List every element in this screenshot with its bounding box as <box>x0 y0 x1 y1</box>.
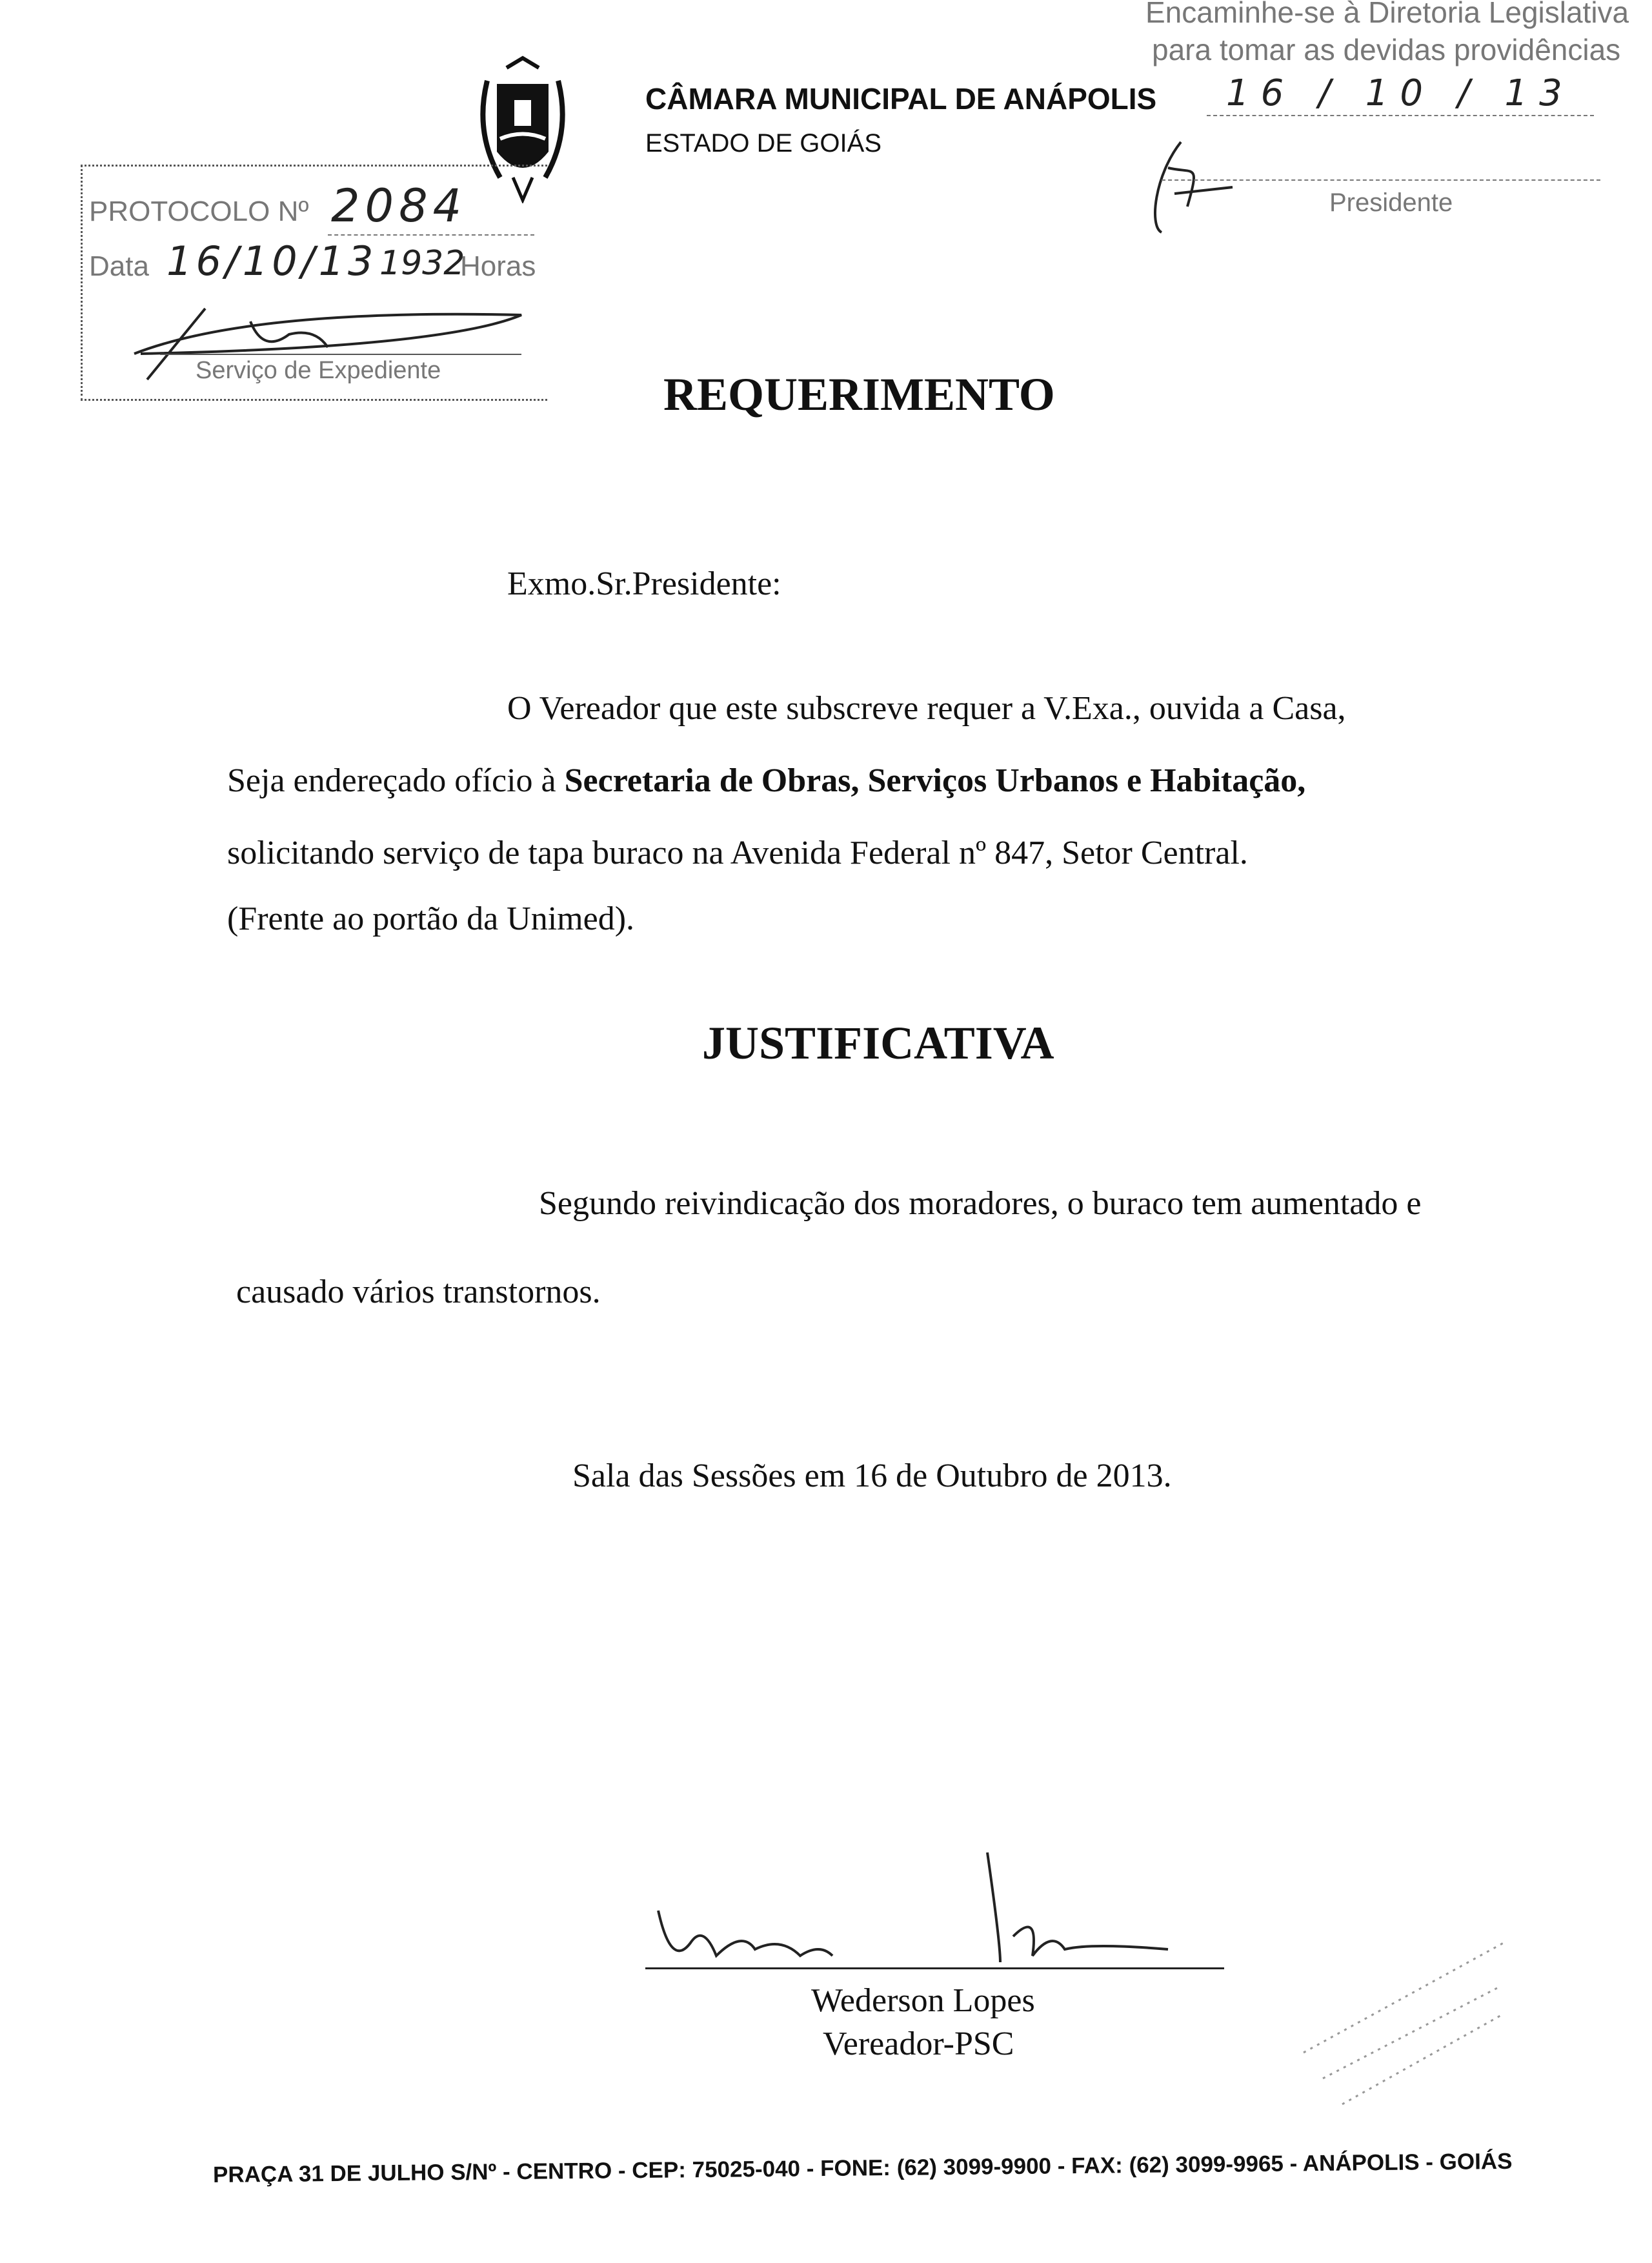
state-name: ESTADO DE GOIÁS <box>645 129 881 157</box>
president-signature-line <box>1162 179 1600 181</box>
protocol-number-line <box>328 234 534 236</box>
justification-line-2: causado vários transtornos. <box>236 1274 601 1310</box>
president-label: Presidente <box>1329 188 1453 217</box>
protocol-number-value: 2084 <box>331 179 467 232</box>
protocol-time-label: Horas <box>460 250 536 282</box>
request-line-2 <box>227 762 1305 800</box>
protocol-time-value: 1932 <box>379 244 465 283</box>
protocol-number-label: PROTOCOLO Nº <box>89 196 309 227</box>
signature-line <box>645 1967 1224 1969</box>
request-line-1: O Vereador que este subscreve requer a V.Exa., ouvida a Casa, <box>507 690 1346 727</box>
justification-title: JUSTIFICATIVA <box>702 1017 1054 1069</box>
dispatch-date-line <box>1207 115 1594 116</box>
receipt-stamp-icon <box>1291 1923 1536 2117</box>
footer-address: PRAÇA 31 DE JULHO S/Nº - CENTRO - CEP: 75025-040 - FONE: (62) 3099-9900 - FAX: (62) 3099-9965 - ANÁPOLIS - GOIÁS <box>212 2148 1513 2187</box>
protocol-stamp <box>81 165 547 401</box>
signatory-name: Wederson Lopes <box>811 1982 1035 2019</box>
justification-line-1: Segundo reivindicação dos moradores, o buraco tem aumentado e <box>539 1185 1422 1222</box>
closing-line: Sala das Sessões em 16 de Outubro de 2013. <box>572 1457 1172 1494</box>
president-signature-icon <box>1142 136 1245 239</box>
request-line-2-prefix: Seja endereçado ofício à <box>227 762 565 799</box>
request-line-3: solicitando serviço de tapa buraco na Avenida Federal nº 847, Setor Central. <box>227 835 1248 871</box>
request-line-4: (Frente ao portão da Unimed). <box>227 900 635 937</box>
dispatch-stamp-line1: Encaminhe-se à Diretoria Legislativa <box>1145 0 1629 29</box>
salutation: Exmo.Sr.Presidente: <box>507 565 781 602</box>
dispatch-stamp-line2: para tomar as devidas providências <box>1152 33 1621 66</box>
protocol-department: Serviço de Expediente <box>196 357 441 384</box>
protocol-date-label: Data <box>89 250 149 282</box>
recipient-secretariat: Secretaria de Obras, Serviços Urbanos e Habitação, <box>564 762 1306 799</box>
handwritten-signature-icon <box>652 1846 1233 1975</box>
protocol-signature-line <box>160 354 521 355</box>
protocol-date-value: 16/10/13 <box>166 238 378 285</box>
dispatch-date-handwritten: 16 / 10 / 13 <box>1226 72 1574 114</box>
signatory-role: Vereador-PSC <box>823 2025 1014 2062</box>
document-title: REQUERIMENTO <box>663 369 1055 420</box>
institution-name: CÂMARA MUNICIPAL DE ANÁPOLIS <box>645 82 1157 116</box>
